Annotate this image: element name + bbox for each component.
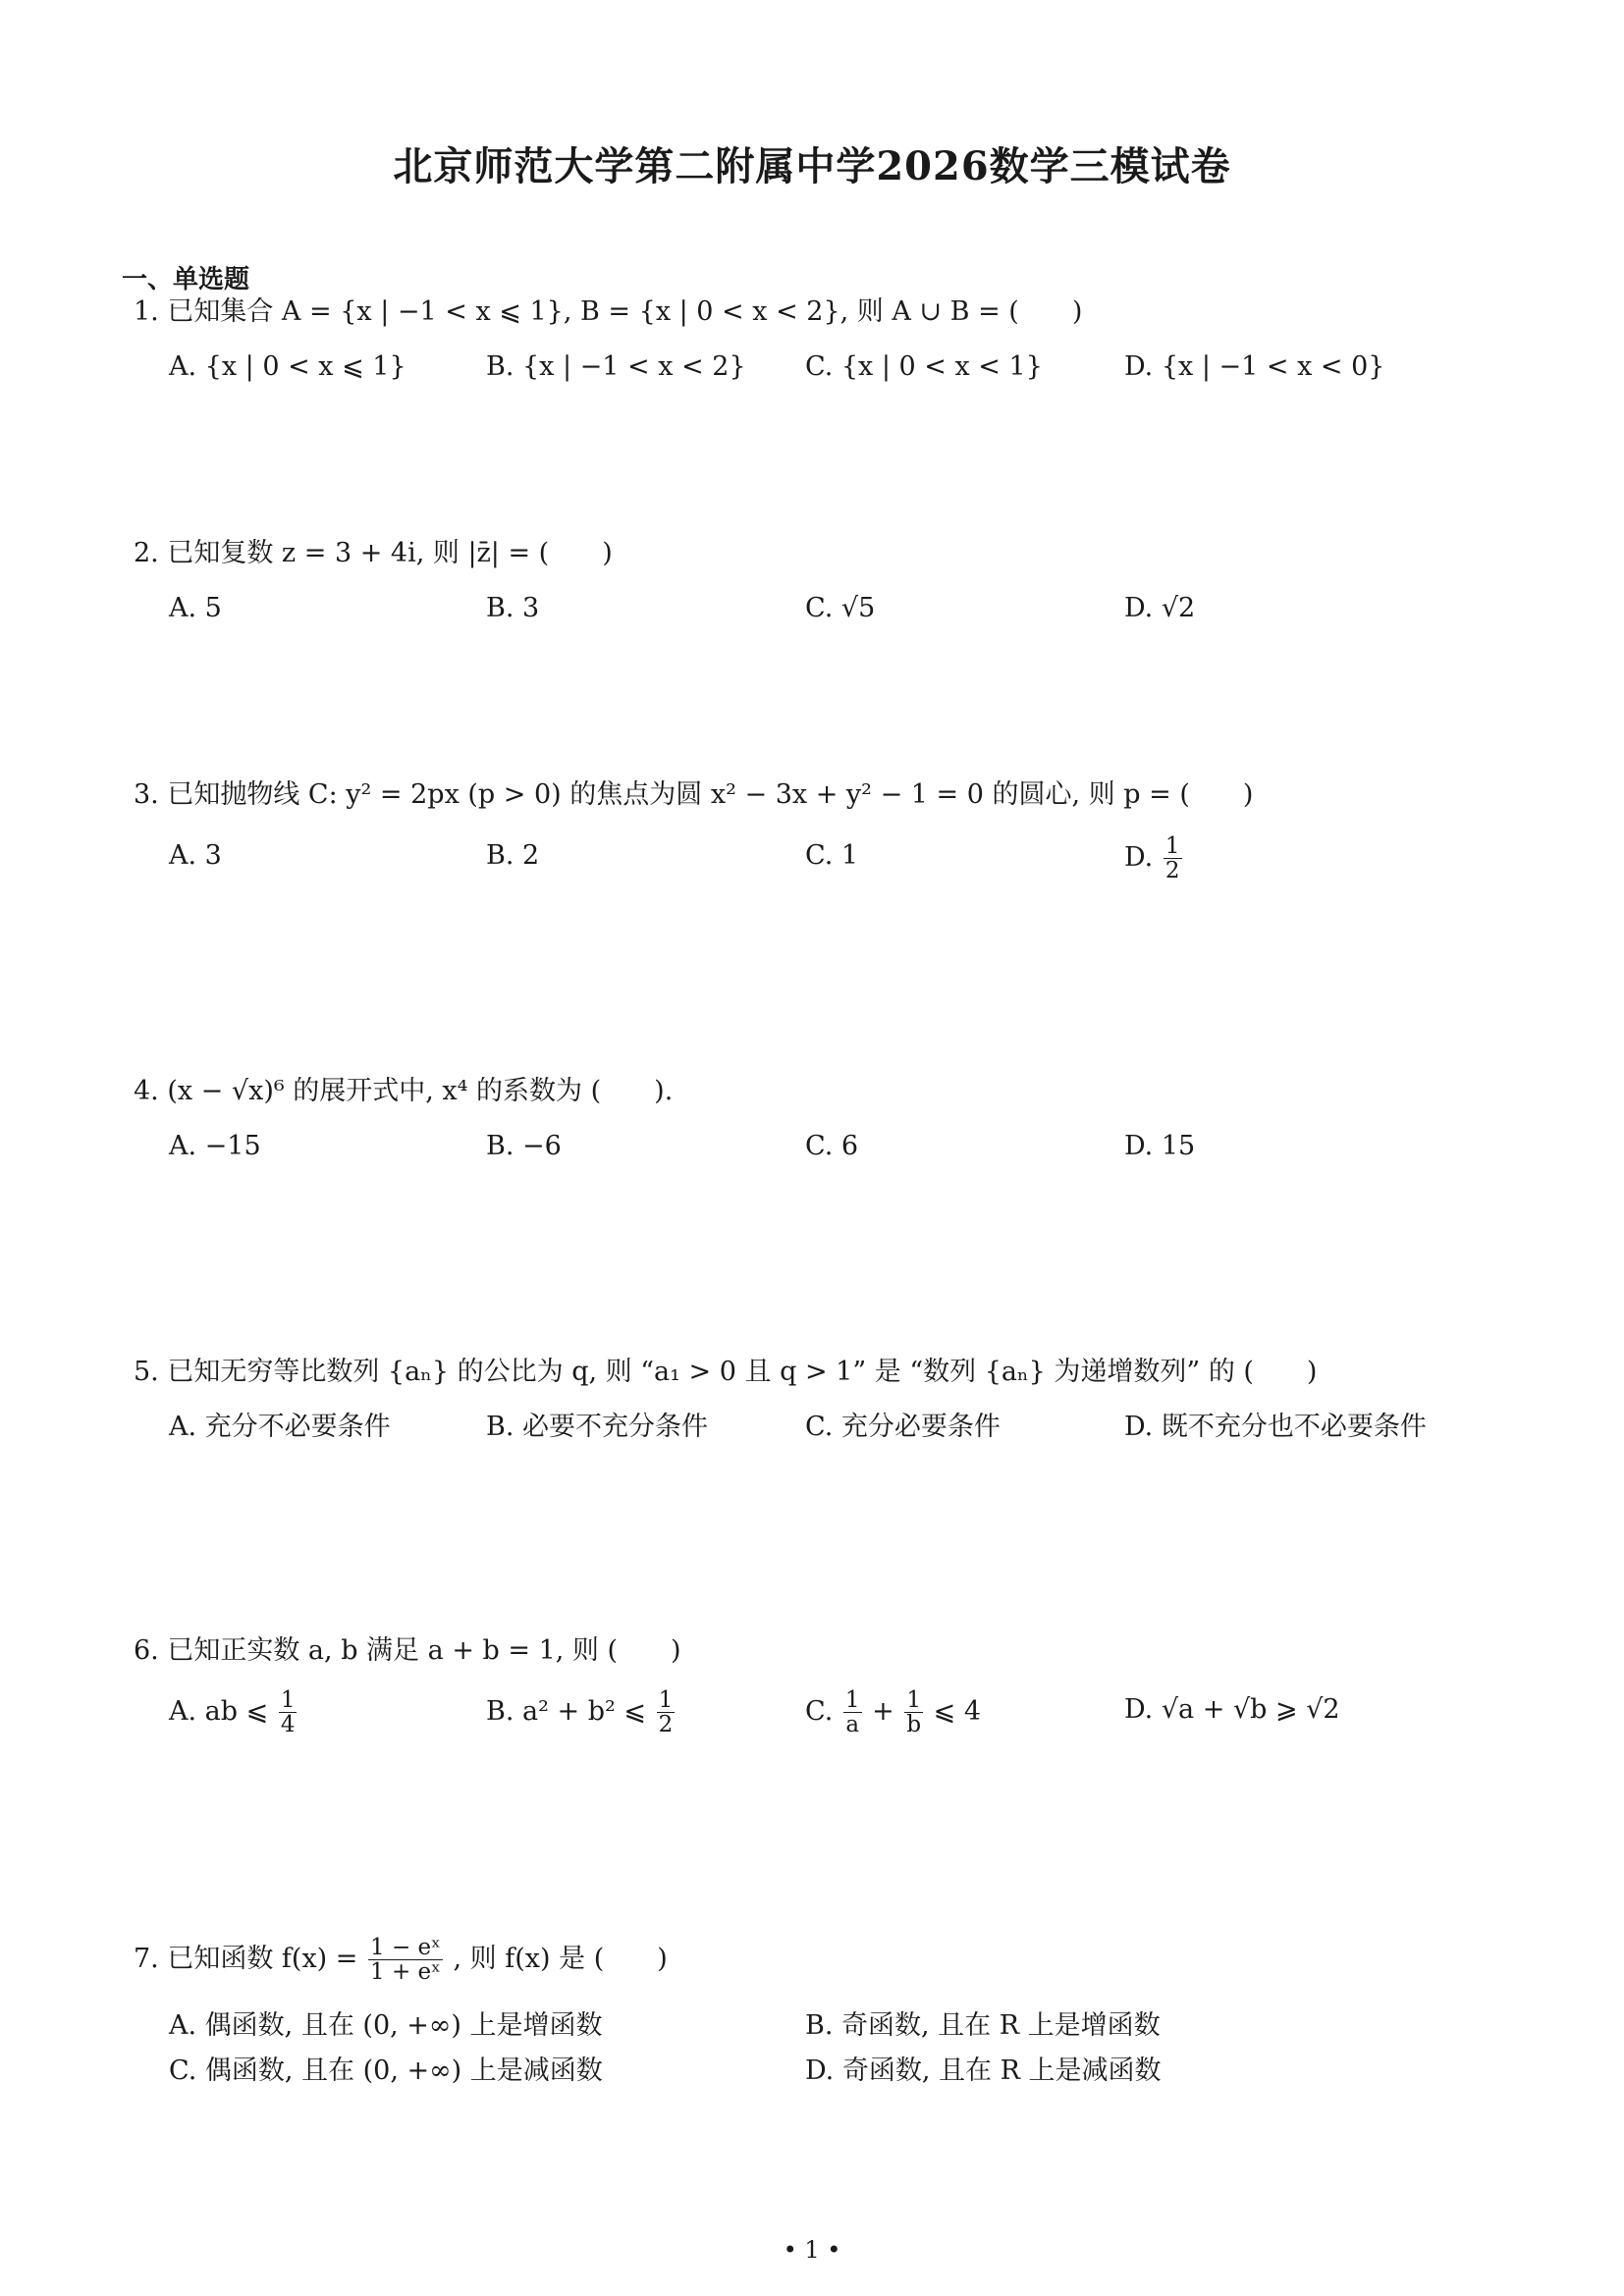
question-5-option-d: D. 既不充分也不必要条件 — [1124, 1412, 1427, 1442]
question-1-option-b: B. {x | −1 < x < 2} — [486, 351, 746, 382]
question-5-stem: 5. 已知无穷等比数列 {aₙ} 的公比为 q, 则 “a₁ > 0 且 q > 1” 是 “数列 {aₙ} 为递增数列” 的 ( ) — [134, 1357, 1318, 1387]
question-7 — [134, 1932, 1162, 2099]
question-1-stem: 1. 已知集合 A = {x | −1 < x ⩽ 1}, B = {x | 0 < x < 2}, 则 A ∪ B = ( ) — [134, 296, 1083, 327]
fraction-denominator: b — [906, 1712, 922, 1737]
section-heading: 一、单选题 — [122, 265, 250, 294]
question-6-stem: 6. 已知正实数 a, b 满足 a + b = 1, 则 ( ) — [134, 1635, 681, 1666]
question-4-option-d: D. 15 — [1124, 1131, 1196, 1161]
question-6-option-c-text: C. — [805, 1696, 834, 1727]
question-3-option-a: A. 3 — [169, 840, 222, 871]
question-1-options — [169, 346, 1385, 397]
question-7-options — [169, 2004, 1162, 2099]
question-7-option-d: D. 奇函数, 且在 R 上是减函数 — [805, 2056, 1162, 2086]
fraction-denominator: 2 — [658, 1712, 674, 1737]
question-2-option-a: A. 5 — [169, 593, 222, 623]
question-3-option-c: C. 1 — [805, 840, 859, 871]
question-6-option-a-fraction — [279, 1688, 298, 1736]
question-6-options — [169, 1687, 1340, 1739]
question-2-option-b: B. 3 — [486, 593, 540, 623]
question-4-stem: 4. (x − √x)⁶ 的展开式中, x⁴ 的系数为 ( ). — [134, 1076, 674, 1106]
question-4-option-b: B. −6 — [486, 1131, 562, 1161]
question-3-option-d-label: D. — [1124, 842, 1154, 873]
fraction-denominator: 4 — [280, 1712, 296, 1737]
question-7-stem — [134, 1932, 668, 1987]
question-6-option-d: D. √a + √b ⩾ √2 — [1124, 1694, 1340, 1725]
fraction-numerator: 1 — [904, 1688, 923, 1713]
question-6-option-c-tail: ⩽ 4 — [933, 1696, 982, 1727]
question-1 — [134, 293, 1385, 397]
question-6-option-b-fraction — [657, 1688, 676, 1736]
question-7-stem-fraction — [368, 1936, 443, 1984]
question-5-option-c: C. 充分必要条件 — [805, 1412, 1001, 1442]
question-5-option-b: B. 必要不充分条件 — [486, 1412, 709, 1442]
question-4-option-a: A. −15 — [169, 1131, 261, 1161]
question-6-option-b-text: B. a² + b² ⩽ — [486, 1696, 647, 1727]
question-6-option-c-fraction-1 — [843, 1688, 862, 1736]
question-4-option-c: C. 6 — [805, 1131, 859, 1161]
fraction-numerator: 1 — [658, 1687, 674, 1713]
question-7-stem-suffix: , 则 f(x) 是 ( ) — [453, 1944, 668, 1974]
question-3-options — [169, 834, 1253, 885]
question-4 — [134, 1072, 1196, 1176]
question-2-stem: 2. 已知复数 z = 3 + 4i, 则 |z̄| = ( ) — [134, 538, 613, 568]
fraction-numerator: 1 — [1164, 833, 1180, 859]
question-7-option-a: A. 偶函数, 且在 (0, +∞) 上是增函数 — [169, 2010, 603, 2041]
question-5 — [134, 1353, 1427, 1457]
question-3-stem: 3. 已知抛物线 C: y² = 2px (p > 0) 的焦点为圆 x² − 3x + y² − 1 = 0 的圆心, 则 p = ( ) — [134, 779, 1254, 810]
page-number: • 1 • — [783, 2236, 841, 2264]
question-4-options — [169, 1125, 1196, 1176]
plus-sign: + — [872, 1696, 894, 1727]
question-7-option-c: C. 偶函数, 且在 (0, +∞) 上是减函数 — [169, 2056, 603, 2086]
question-6 — [134, 1631, 1340, 1739]
question-6-option-b — [486, 1688, 677, 1736]
fraction-numerator: 1 — [280, 1687, 296, 1713]
fraction-numerator: 1 − eˣ — [370, 1935, 441, 1960]
question-6-option-c — [805, 1688, 981, 1736]
question-5-options — [169, 1406, 1427, 1457]
fraction-denominator: a — [845, 1712, 860, 1737]
page-title: 北京师范大学第二附属中学2026数学三模试卷 — [393, 143, 1231, 189]
question-7-stem-prefix: 7. 已知函数 f(x) = — [134, 1944, 358, 1974]
question-7-option-b: B. 奇函数, 且在 R 上是增函数 — [805, 2010, 1161, 2041]
question-3-option-d-fraction — [1164, 834, 1182, 882]
question-5-option-a: A. 充分不必要条件 — [169, 1412, 391, 1442]
question-2-option-c: C. √5 — [805, 593, 876, 623]
question-6-option-a — [169, 1688, 298, 1736]
question-1-option-d: D. {x | −1 < x < 0} — [1124, 351, 1385, 382]
question-2-option-d: D. √2 — [1124, 593, 1196, 623]
question-2-options — [169, 587, 1196, 638]
question-1-option-c: C. {x | 0 < x < 1} — [805, 351, 1043, 382]
question-3 — [134, 775, 1253, 885]
fraction-denominator: 1 + eˣ — [370, 1959, 441, 1985]
fraction-numerator: 1 — [844, 1687, 860, 1713]
question-2 — [134, 534, 1196, 638]
fraction-denominator: 2 — [1164, 858, 1180, 883]
question-3-option-b: B. 2 — [486, 840, 540, 871]
question-6-option-a-text: A. ab ⩽ — [169, 1696, 269, 1727]
question-6-option-c-fraction-2 — [904, 1688, 923, 1736]
question-1-option-a: A. {x | 0 < x ⩽ 1} — [169, 351, 406, 382]
question-3-option-d — [1124, 834, 1184, 882]
